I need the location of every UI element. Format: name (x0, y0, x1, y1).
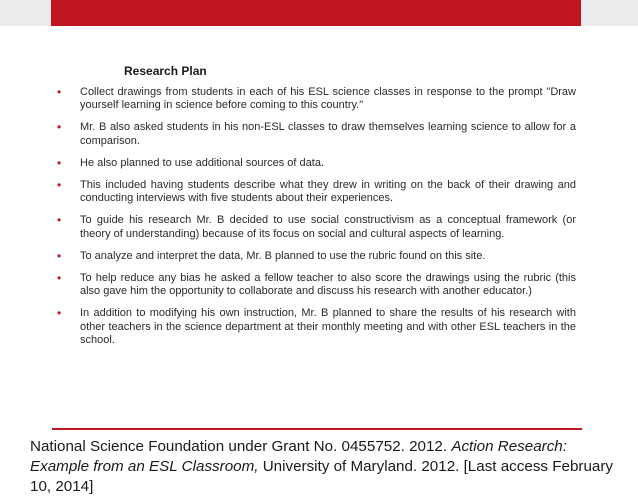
bullet-item (56, 250, 576, 263)
bullet-dot-icon: • (57, 178, 62, 193)
bullet-text: To guide his research Mr. B decided to use social constructivism as a conceptual framework (or theory of understanding) because of its focus on social and cultural aspects of learning. (80, 214, 576, 240)
bullet-item (56, 157, 576, 170)
citation-title: Action Research: Example from an ESL Classroom, (30, 438, 567, 475)
bullet-item (56, 179, 576, 205)
bullet-dot-icon: • (57, 120, 62, 135)
bullet-text: Mr. B also asked students in his non-ESL classes to draw themselves learning science to allow for a comparison. (80, 121, 576, 147)
bullet-text: In addition to modifying his own instruction, Mr. B planned to share the results of his research with other teachers in the science department at their monthly meeting and with other ESL teachers in the school. (80, 307, 576, 346)
bullet-text: He also planned to use additional sources of data. (80, 156, 324, 169)
bullet-item (56, 121, 576, 147)
bullet-text: To analyze and interpret the data, Mr. B planned to use the rubric found on this site. (80, 249, 486, 262)
title-bar (51, 0, 581, 26)
divider-line (52, 428, 582, 430)
bullet-item (56, 272, 576, 298)
bullet-dot-icon: • (57, 248, 62, 263)
bullet-dot-icon: • (57, 213, 62, 228)
bullet-text: Collect drawings from students in each of his ESL science classes in response to the prompt "Draw yourself learning in science before coming to this country." (80, 86, 576, 112)
citation-source: National Science Foundation under Grant No. 0455752. 2012. (30, 438, 452, 455)
bullet-list (56, 86, 576, 347)
bullet-text: To help reduce any bias he asked a fellow teacher to also score the drawings using the rubric (this also gave him the opportunity to collaborate and discuss his research with another educator.) (80, 272, 576, 298)
slide-title: Research Plan (124, 64, 207, 78)
bullet-dot-icon: • (57, 85, 62, 99)
citation (30, 437, 630, 497)
bullet-dot-icon: • (57, 155, 62, 170)
bullet-item (56, 86, 576, 112)
bullet-dot-icon: • (57, 306, 62, 321)
bullet-dot-icon: • (57, 271, 62, 286)
citation-publisher: University of Maryland. 2012. [Last access February 10, 2014] (30, 458, 613, 495)
bullet-text: This included having students describe what they drew in writing on the back of their drawing and conducting interviews with five students about their experiences. (80, 179, 576, 205)
bullet-item (56, 307, 576, 347)
bullet-item (56, 214, 576, 240)
